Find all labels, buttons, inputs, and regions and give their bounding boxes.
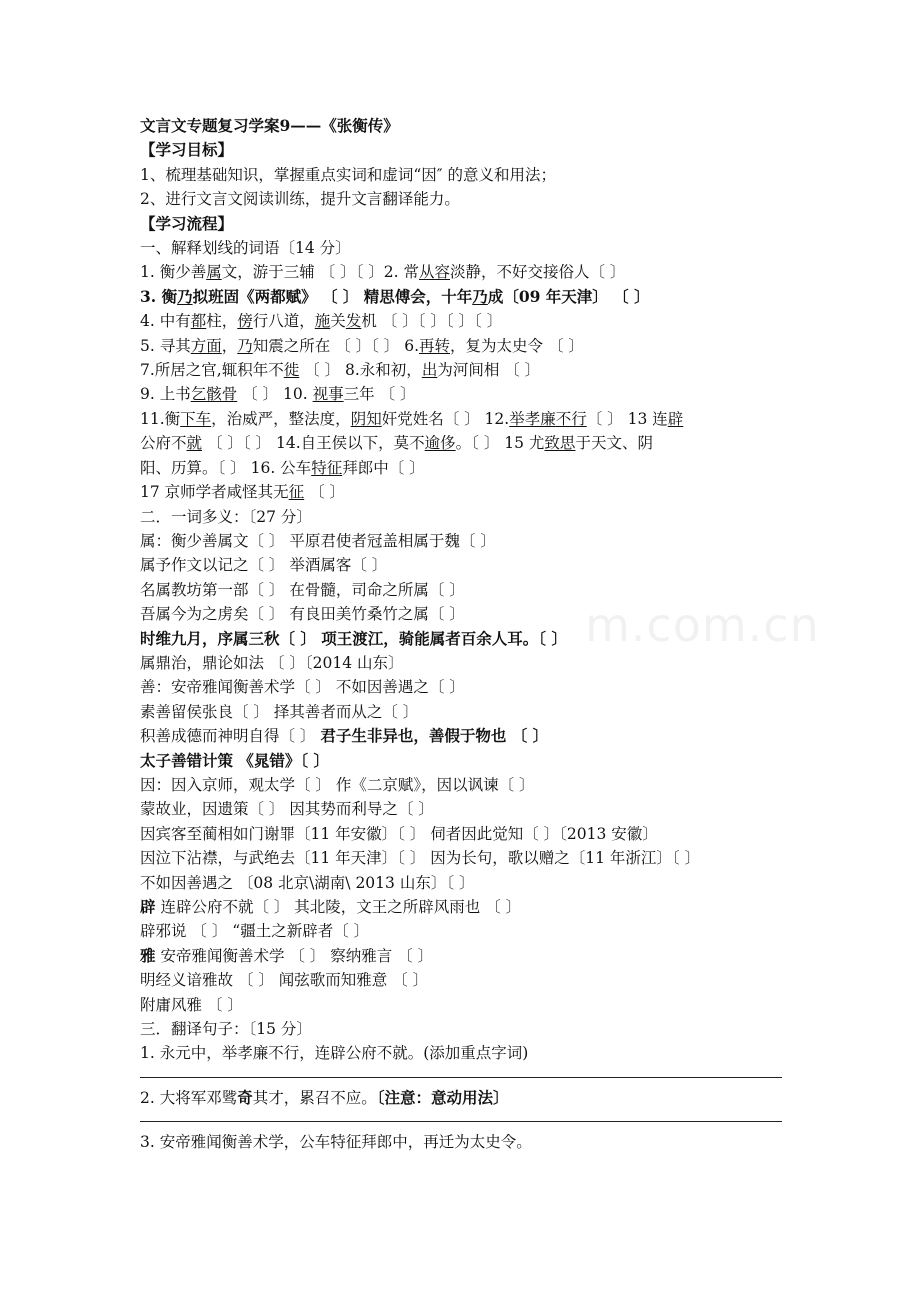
section2-heading: 二．一词多义：〔27 分〕 (140, 507, 312, 526)
process-heading: 【学习流程】 (140, 213, 234, 233)
polysemy-line: 雅 安帝雅闻衡善术学 〔 〕 察纳雅言 〔 〕 (140, 945, 434, 965)
translation-item: 1. 永元中，举孝廉不行，连辟公府不就。(添加重点字词) (140, 1044, 529, 1063)
vocab-line-4: 5. 寻其方面，乃知震之所在 〔 〕〔 〕 6.再转，复为太史令 〔 〕 (140, 336, 584, 355)
answer-line (140, 1077, 782, 1078)
vocab-line-7: 11.衡下车，治威严，整法度，阴知奸党姓名〔 〕 12.举孝廉不行〔 〕 13 连辟 (140, 409, 684, 428)
vocab-line-8: 公府不就 〔 〕〔 〕 14.自王侯以下，莫不逾侈。〔 〕 15 尤致思于天文、阴 (140, 434, 653, 453)
document-body (140, 114, 790, 1155)
vocab-line-2: 3. 衡乃拟班固《两都赋》 〔 〕 精思傅会，十年乃成〔09 年天津〕 〔 〕 (140, 286, 650, 306)
translation-item: 3. 安帝雅闻衡善术学，公车特征拜郎中，再迁为太史令。 (140, 1133, 532, 1152)
vocab-line-5: 7.所居之官,辄积年不徙 〔 〕 8.永和初，出为河间相 〔 〕 (140, 361, 541, 380)
vocab-line-1: 1. 衡少善属文，游于三辅 〔 〕〔 〕2. 常从容淡静，不好交接俗人〔 〕 (140, 263, 626, 282)
polysemy-line: 名属教坊第一部〔 〕 在骨髓，司命之所属〔 〕 (140, 580, 465, 599)
answer-line (140, 1121, 782, 1122)
polysemy-line: 属予作文以记之〔 〕 举酒属客〔 〕 (140, 556, 388, 575)
polysemy-line: 太子善错计策 《晁错》〔 〕 (140, 750, 330, 770)
document-title: 文言文专题复习学案9——《张衡传》 (140, 116, 399, 135)
polysemy-line: 素善留侯张良〔 〕 择其善者而从之〔 〕 (140, 702, 419, 721)
polysemy-line: 因泣下沾襟，与武绝去〔11 年天津〕〔 〕 因为长句，歌以赠之〔11 年浙江〕〔 〕 (140, 849, 701, 868)
translation-item: 2. 大将军邓骘奇其才，累召不应。〔注意：意动用法〕 (140, 1087, 509, 1107)
section1-heading: 一、解释划线的词语〔14 分〕 (140, 239, 351, 258)
polysemy-line: 附庸风雅 〔 〕 (140, 995, 243, 1014)
polysemy-line: 明经义谙雅故 〔 〕 闻弦歌而知雅意 〔 〕 (140, 971, 429, 990)
polysemy-line: 蒙故业，因遗策〔 〕 因其势而利导之〔 〕 (140, 800, 434, 819)
objectives-heading: 【学习目标】 (140, 140, 234, 160)
vocab-line-10: 17 京师学者咸怪其无征 〔 〕 (140, 483, 346, 502)
polysemy-line: 辟 连辟公府不就〔 〕 其北陵，文王之所辟风雨也 〔 〕 (140, 897, 522, 916)
section3-heading: 三．翻译句子：〔15 分〕 (140, 1020, 312, 1039)
polysemy-line: 善：安帝雅闻衡善术学〔 〕 不如因善遇之〔 〕 (140, 678, 465, 697)
polysemy-line: 吾属今为之虏矣〔 〕 有良田美竹桑竹之属〔 〕 (140, 605, 465, 624)
polysemy-line: 属：衡少善属文〔 〕 平原君使者冠盖相属于魏〔 〕 (140, 531, 496, 550)
vocab-line-9: 阳、历算。〔 〕 16. 公车特征拜郎中〔 〕 (140, 458, 425, 477)
polysemy-line: 不如因善遇之 〔08 北京\湖南\ 2013 山东〕〔 〕 (140, 873, 475, 892)
objective-item: 2、进行文言文阅读训练，提升文言翻译能力。 (140, 190, 460, 209)
vocab-line-3: 4. 中有都柱，傍行八道，施关发机 〔 〕〔 〕〔 〕〔 〕 (140, 312, 503, 331)
polysemy-line: 时维九月，序属三秋〔 〕 项王渡江，骑能属者百余人耳。〔 〕 (140, 628, 567, 648)
vocab-line-6: 9. 上书乞骸骨 〔 〕 10. 视事三年 〔 〕 (140, 385, 416, 404)
polysemy-line: 属鼎治，鼎论如法 〔 〕〔2014 山东〕 (140, 653, 404, 672)
polysemy-line: 积善成德而神明自得〔 〕 君子生非异也，善假于物也 〔 〕 (140, 726, 549, 746)
objective-item: 1、梳理基础知识，掌握重点实词和虚词“因″ 的意义和用法； (140, 165, 557, 184)
watermark: m.com.cn (585, 598, 820, 652)
polysemy-line: 因：因入京师，观太学〔 〕 作《二京赋》，因以讽谏〔 〕 (140, 775, 535, 794)
polysemy-line: 辟邪说 〔 〕 “疆土之新辟者〔 〕 (140, 922, 370, 941)
polysemy-line: 因宾客至蔺相如门谢罪〔11 年安徽〕〔 〕 伺者因此觉知〔 〕〔2013 安徽〕 (140, 824, 658, 843)
